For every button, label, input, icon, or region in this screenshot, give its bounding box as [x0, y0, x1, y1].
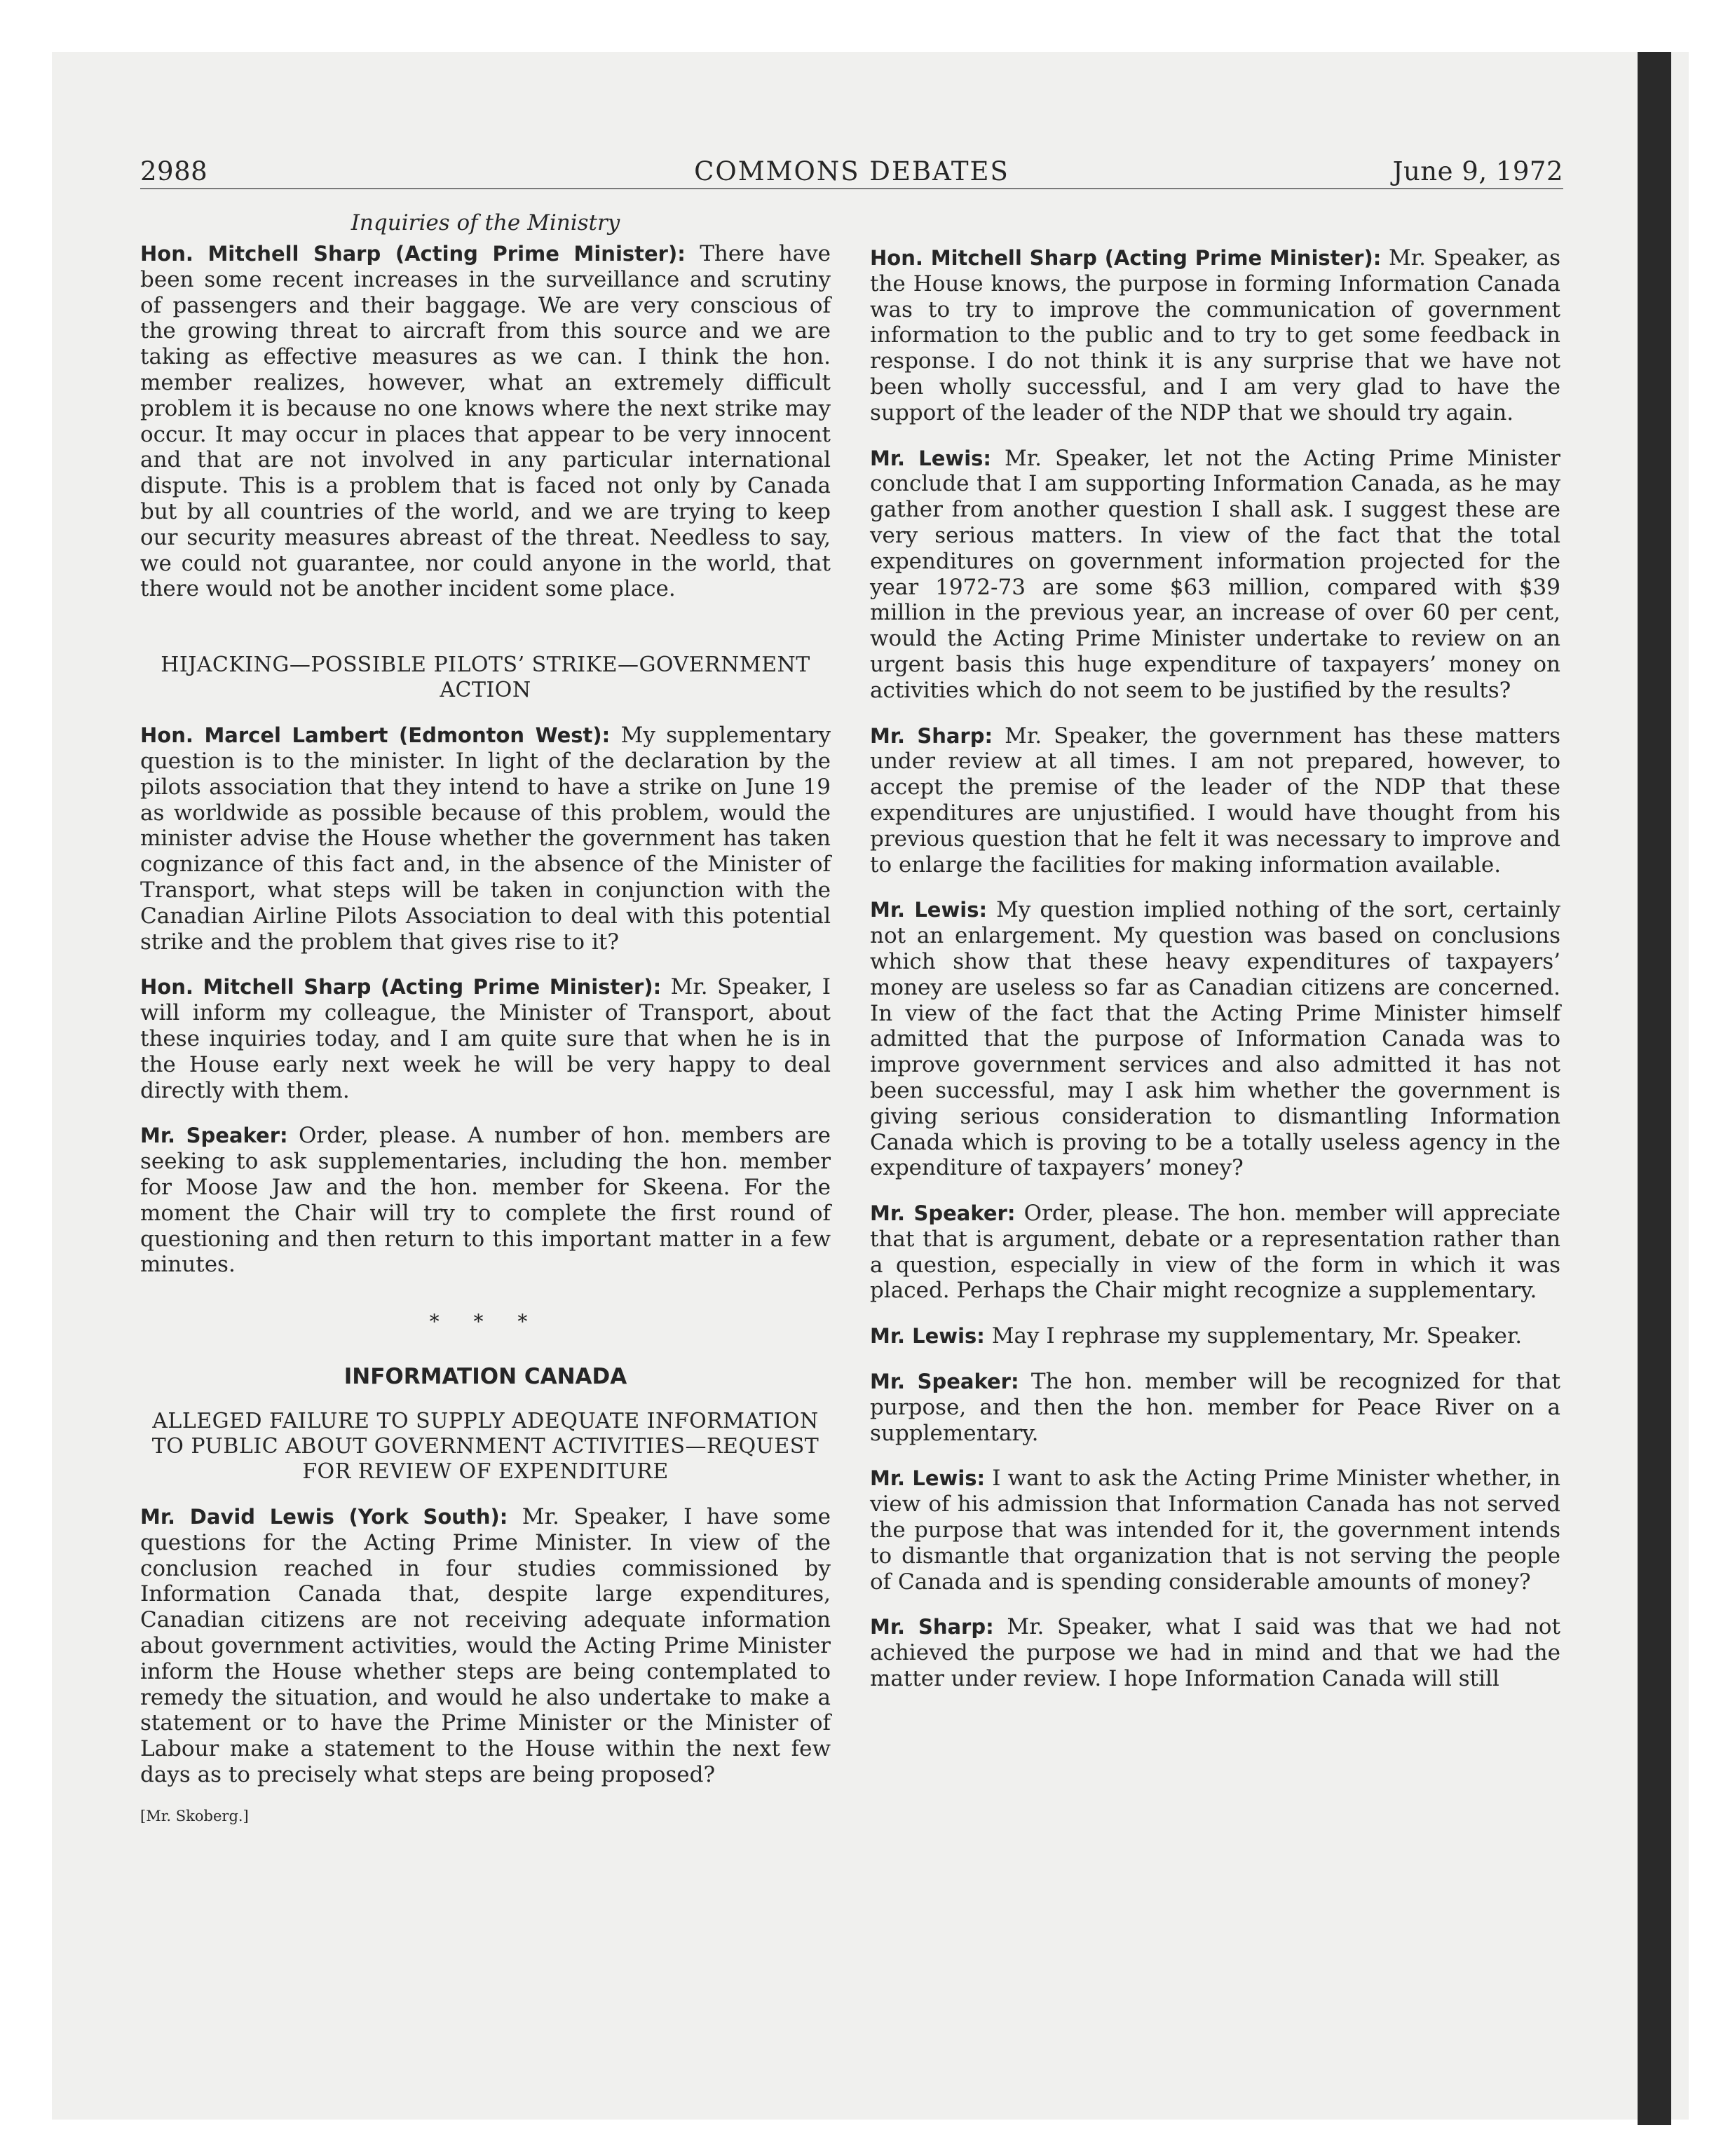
section-heading: ALLEGED FAILURE TO SUPPLY ADEQUATE INFORMATION TO PUBLIC ABOUT GOVERNMENT ACTIVITIES—REQUEST FOR REVIEW OF EXPENDITURE — [151, 1409, 819, 1485]
speech-text: Mr. Speaker, what I said was that we had not achieved the purpose we had in mind and that we had the matter under review. I hope Information Canada will still — [870, 1614, 1560, 1692]
speaker-name: Mr. Lewis: — [870, 446, 991, 470]
speech-text: Order, please. A number of hon. members are seeking to ask supplementaries, including the hon. member for Moose Jaw and the hon. member for Skeena. For the moment the Chair will try to complete the first round of questioning and then return to this important matter in a few minutes. — [140, 1123, 831, 1278]
section-title: INFORMATION CANADA — [343, 1364, 627, 1390]
speaker-name: Hon. Mitchell Sharp (Acting Prime Minister): — [870, 246, 1382, 270]
paragraph — [870, 1323, 1560, 1349]
paragraph — [870, 245, 1560, 426]
speaker-name: Hon. Mitchell Sharp (Acting Prime Minister): — [140, 242, 686, 266]
running-head: Inquiries of the Ministry — [351, 210, 620, 236]
speaker-name: Mr. Speaker: — [140, 1124, 288, 1148]
speech-text: There have been some recent increases in the surveillance and scrutiny of passengers and their baggage. We are very conscious of the growing threat to aircraft from this source and we are taking as effective measures as we can. I think the hon. member realizes, however, what an extremely difficult problem it is because no one knows where the next strike may occur. It may occur in places that appear to be very innocent and that are not involved in any particular international dispute. This is a problem that is faced not only by Canada but by all countries of the world, and we are trying to keep our security measures abreast of the threat. Needless to say, we could not guarantee, nor could anyone in the world, that there would not be another incident some place. — [140, 241, 831, 602]
paragraph — [870, 1201, 1560, 1304]
page-header — [140, 153, 1563, 189]
speech-text: I want to ask the Acting Prime Minister whether, in view of his admission that Information Canada has not served the purpose that was intended for it, the government intends to dismantle that organization that is not serving the people of Canada and is spending considerable amounts of money? — [870, 1466, 1560, 1595]
speech-text: Order, please. The hon. member will appreciate that that is argument, debate or a representation rather than a question, especially in view of the form in which it was placed. Perhaps the Chair might recognize a supplementary. — [870, 1201, 1560, 1304]
speaker-name: Mr. Sharp: — [870, 1615, 994, 1639]
paragraph — [140, 723, 831, 955]
speech-text: Mr. Speaker, the government has these matters under review at all times. I am not prepared, however, to accept the premise of the leader of the NDP that these expenditures are unjustified. I would have thought from his previous question that he felt it was necessary to improve and to enlarge the facilities for making information available. — [870, 723, 1560, 878]
binding-edge — [1638, 52, 1671, 2125]
publication-title: COMMONS DEBATES — [694, 156, 1009, 186]
paragraph — [140, 241, 831, 602]
speaker-name: Hon. Marcel Lambert (Edmonton West): — [140, 723, 611, 748]
speech-text: Mr. Speaker, I will inform my colleague, the Minister of Transport, about these inquiries today, and I am quite sure that when he is in the House early next week he will be very happy to deal directly with them. — [140, 974, 831, 1103]
speech-text: Mr. Speaker, let not the Acting Prime Minister conclude that I am supporting Information Canada, as he may gather from another question I shall ask. I suggest these are very serious matters. In view of the fact that the total expenditures on government information projected for the year 1972-73 are some $63 million, compared with $39 million in the previous year, an increase of over 60 per cent, would the Acting Prime Minister undertake to review on an urgent basis this huge expenditure of taxpayers’ money on activities which do not seem to be justified by the results? — [870, 445, 1560, 703]
speech-text: My supplementary question is to the minister. In light of the declaration by the pilots association that they intend to have a strike on June 19 as worldwide as possible because of this problem, would the minister advise the House whether the government has taken cognizance of this fact and, in the absence of the Minister of Transport, what steps will be taken in conjunction with the Canadian Airline Pilots Association to deal with this potential strike and the problem that gives rise to it? — [140, 723, 831, 955]
speaker-name: Mr. Speaker: — [870, 1201, 1016, 1226]
right-column — [870, 245, 1560, 1712]
paragraph — [870, 723, 1560, 878]
section-heading: HIJACKING—POSSIBLE PILOTS’ STRIKE—GOVERNMENT ACTION — [161, 653, 810, 703]
speech-text: My question implied nothing of the sort, certainly not an enlargement. My question was based on conclusions which show that these heavy expenditures of taxpayers’ money are useless so far as Canadian citizens are concerned. In view of the fact that the Acting Prime Minister himself admitted that the purpose of Information Canada was to improve government services and also admitted it has not been successful, may I ask him whether the government is giving serious consideration to dismantling Information Canada which is proving to be a totally useless agency in the expenditure of taxpayers’ money? — [870, 897, 1560, 1181]
speaker-name: Mr. David Lewis (York South): — [140, 1505, 508, 1529]
paragraph — [140, 974, 831, 1103]
speech-text: Mr. Speaker, as the House knows, the purpose in forming Information Canada was to try to improve the communication of government information to the public and to try to get some feedback in response. I do not think it is any surprise that we have not been wholly successful, and I am very glad to have the support of the leader of the NDP that we should try again. — [870, 245, 1560, 425]
paragraph — [140, 1123, 831, 1278]
section-separator: * * * — [429, 1310, 542, 1334]
speaker-name: Mr. Lewis: — [870, 898, 988, 922]
paragraph — [870, 446, 1560, 704]
paragraph — [870, 897, 1560, 1181]
paragraph — [140, 1504, 831, 1788]
paragraph — [870, 1466, 1560, 1595]
footnote: [Mr. Skoberg.] — [140, 1807, 249, 1824]
speech-text: The hon. member will be recognized for that purpose, and then the hon. member for Peace River on a supplementary. — [870, 1369, 1560, 1446]
speaker-name: Mr. Lewis: — [870, 1324, 985, 1349]
page-number: 2988 — [140, 156, 208, 186]
speaker-name: Mr. Sharp: — [870, 723, 993, 748]
speaker-name: Hon. Mitchell Sharp (Acting Prime Minister): — [140, 975, 662, 999]
speaker-name: Mr. Speaker: — [870, 1370, 1019, 1394]
paragraph — [870, 1369, 1560, 1446]
page-date: June 9, 1972 — [1392, 156, 1563, 186]
speech-text: Mr. Speaker, I have some questions for the Acting Prime Minister. In view of the conclusion reached in four studies commissioned by Information Canada that, despite large expenditures, Canadian citizens are not receiving adequate information about government activities, would the Acting Prime Minister inform the House whether steps are being contemplated to remedy the situation, and would he also undertake to make a statement or to have the Prime Minister or the Minister of Labour make a statement to the House within the next few days as to precisely what steps are being proposed? — [140, 1504, 831, 1788]
paragraph — [870, 1614, 1560, 1691]
speech-text: May I rephrase my supplementary, Mr. Speaker. — [984, 1323, 1523, 1349]
left-column — [140, 210, 831, 1824]
speaker-name: Mr. Lewis: — [870, 1466, 986, 1491]
